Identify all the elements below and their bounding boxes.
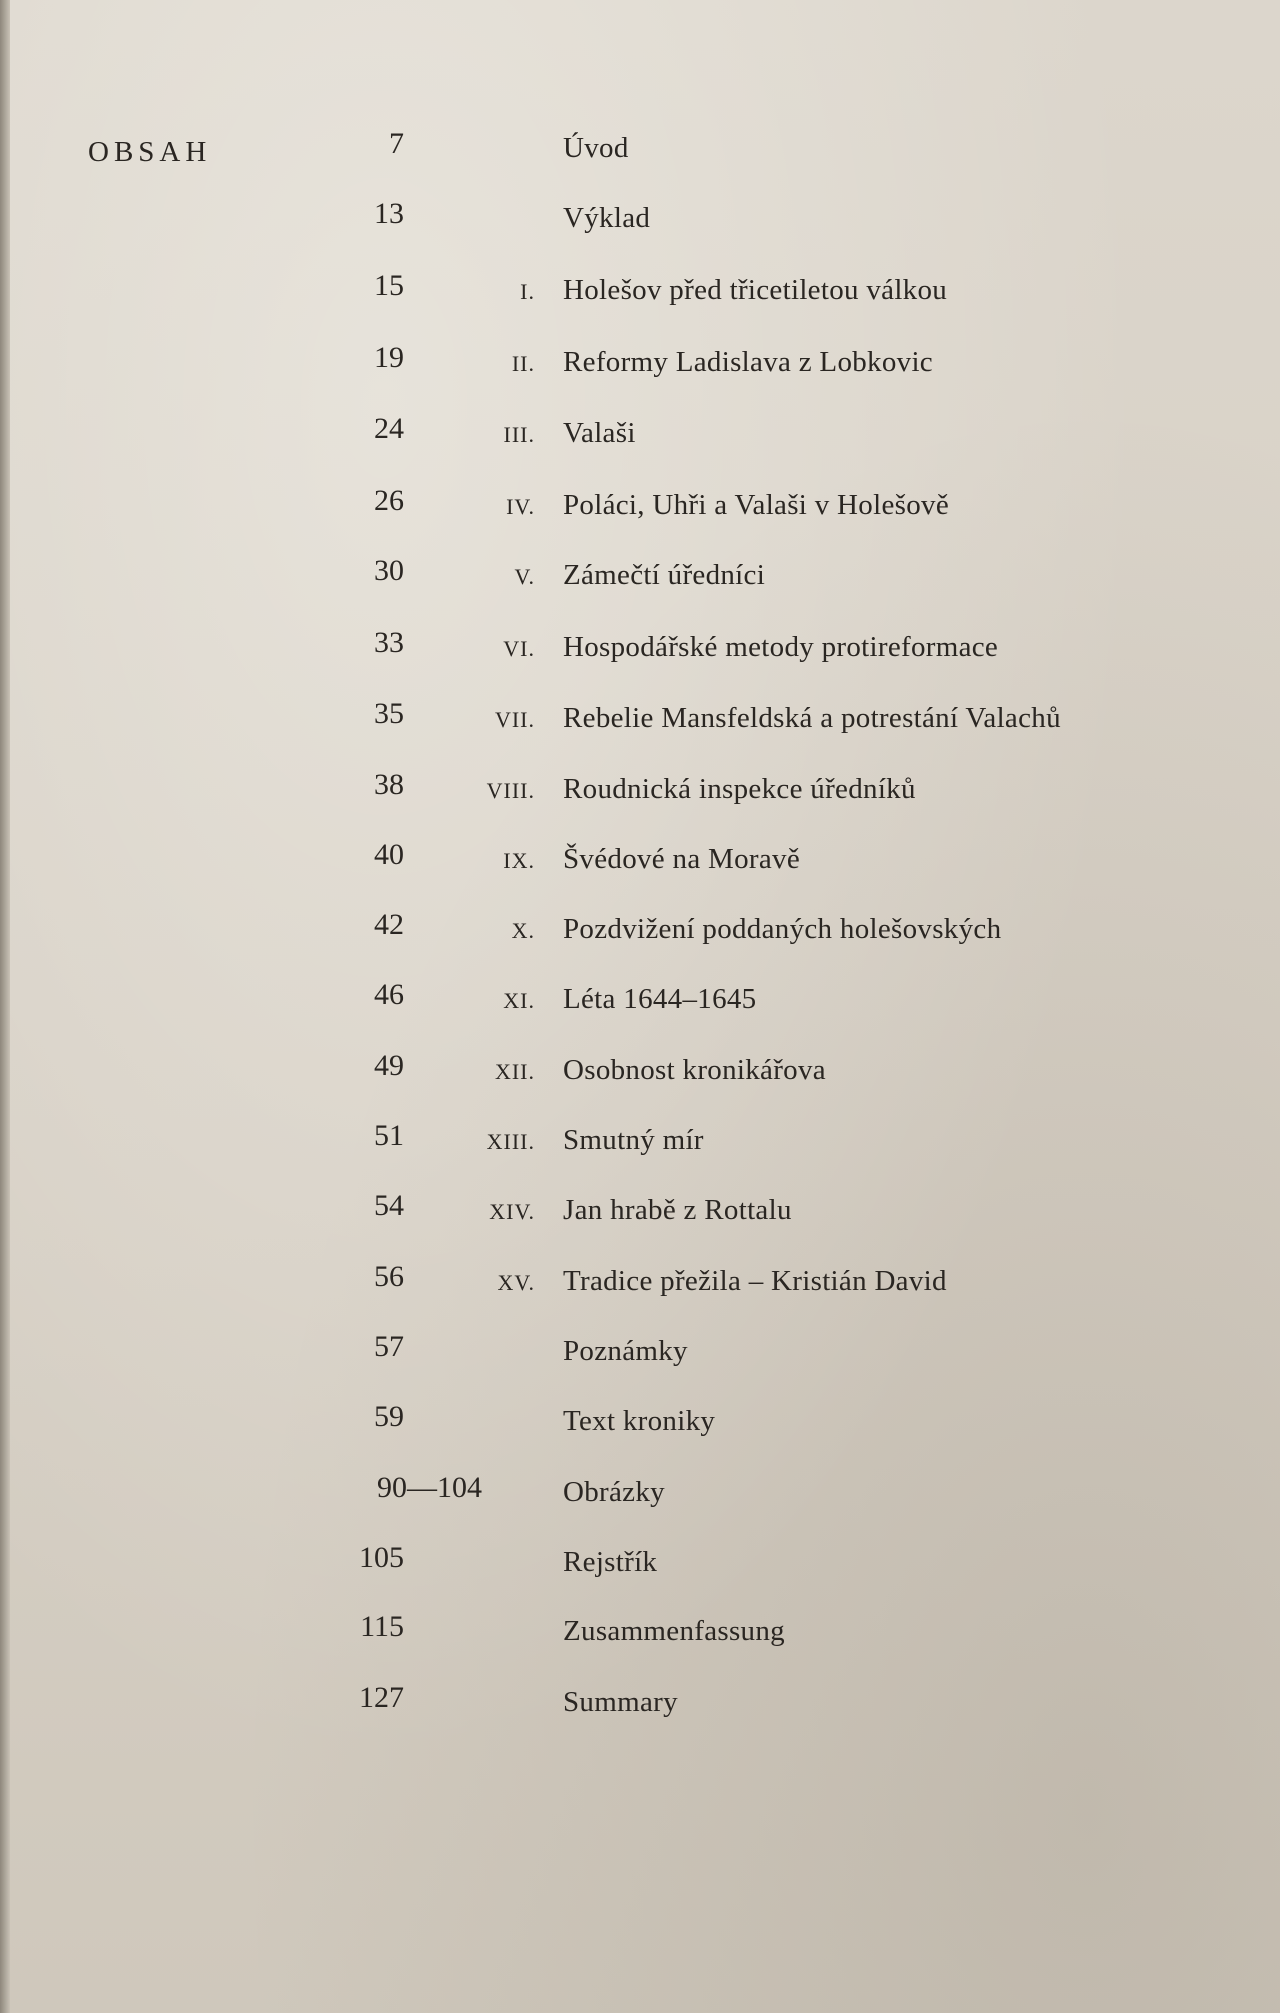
toc-chapter-title: Reformy Ladislava z Lobkovic [563,346,933,378]
toc-chapter-title: Pozdvižení poddaných holešovských [563,913,1002,945]
toc-chapter-title: Tradice přežila – Kristián David [563,1265,947,1297]
toc-entry [0,1607,1280,1657]
toc-chapter-numeral: VI. [503,636,535,661]
toc-page-number: 49 [374,1049,404,1082]
toc-page-number: 51 [374,1119,404,1152]
toc-chapter-title: Zusammenfassung [563,1615,785,1647]
toc-chapter-numeral: XV. [497,1270,535,1295]
toc-chapter-title: Poláci, Uhři a Valaši v Holešově [563,489,949,521]
toc-chapter-numeral: II. [511,351,535,376]
toc-entry [0,765,1280,815]
toc-entry [0,835,1280,885]
toc-chapter-title: Výklad [563,202,651,234]
contents-heading: OBSAH [88,136,212,168]
toc-chapter-numeral: VIII. [486,778,535,803]
toc-entry [0,1468,1280,1518]
toc-entry [0,1397,1280,1447]
toc-chapter-numeral: VII. [494,707,535,732]
toc-page-number: 33 [374,626,404,659]
toc-page-number: 24 [374,412,404,445]
toc-chapter-title: Valaši [563,417,636,449]
toc-page-number: 59 [374,1400,404,1433]
toc-entry [0,623,1280,673]
toc-page-number: 90—104 [377,1471,482,1504]
toc-entry [0,551,1280,601]
toc-chapter-numeral: X. [511,918,535,943]
toc-chapter-numeral: V. [514,564,535,589]
toc-chapter-title: Jan hrabě z Rottalu [563,1194,792,1226]
toc-page-number: 19 [374,341,404,374]
toc-entry [0,1327,1280,1377]
toc-chapter-title: Rebelie Mansfeldská a potrestání Valachů [563,702,1061,734]
toc-entry [0,266,1280,316]
toc-entry [0,1116,1280,1166]
toc-entry [0,481,1280,531]
toc-entry [0,1678,1280,1728]
toc-entry [0,338,1280,388]
toc-chapter-title: Zámečtí úředníci [563,559,766,591]
toc-page-number: 15 [374,269,404,302]
toc-entry [0,905,1280,955]
toc-chapter-title: Summary [563,1686,678,1718]
toc-entry [0,194,1280,244]
toc-chapter-title: Hospodářské metody protireformace [563,631,999,663]
toc-page-number: 57 [374,1330,404,1363]
toc-entry [0,1046,1280,1096]
toc-chapter-numeral: I. [520,279,535,304]
toc-chapter-numeral: III. [503,422,535,447]
toc-page-number: 13 [374,197,404,230]
toc-page-number: 46 [374,978,404,1011]
toc-chapter-title: Roudnická inspekce úředníků [563,773,916,805]
toc-chapter-title: Text kroniky [563,1405,716,1437]
toc-entry [0,1186,1280,1236]
toc-page-number: 26 [374,484,404,517]
toc-chapter-numeral: IX. [503,848,535,873]
toc-chapter-numeral: XIV. [489,1199,535,1224]
toc-entry [0,124,1280,174]
toc-page-number: 40 [374,838,404,871]
toc-chapter-title: Poznámky [563,1335,688,1367]
toc-chapter-title: Smutný mír [563,1124,704,1156]
toc-page-number: 38 [374,768,404,801]
toc-page-number: 42 [374,908,404,941]
toc-entry [0,1538,1280,1588]
toc-page-number: 7 [389,127,404,160]
toc-page-number: 127 [359,1681,404,1714]
toc-page-number: 105 [359,1541,404,1574]
toc-entry [0,975,1280,1025]
toc-entry [0,1257,1280,1307]
toc-entry [0,409,1280,459]
toc-chapter-title: Obrázky [563,1476,665,1508]
toc-chapter-numeral: XII. [494,1059,535,1084]
toc-chapter-numeral: IV. [506,494,535,519]
toc-page-number: 54 [374,1189,404,1222]
toc-chapter-title: Léta 1644–1645 [563,983,757,1015]
toc-chapter-title: Úvod [563,132,629,164]
toc-page-number: 30 [374,554,404,587]
toc-chapter-title: Holešov před třicetiletou válkou [563,274,948,306]
toc-page-number: 115 [360,1610,404,1643]
toc-chapter-title: Osobnost kronikářova [563,1054,826,1086]
toc-chapter-title: Rejstřík [563,1546,658,1578]
toc-chapter-title: Švédové na Moravě [563,843,801,875]
toc-chapter-numeral: XI. [503,988,535,1013]
toc-chapter-numeral: XIII. [486,1129,535,1154]
toc-entry [0,694,1280,744]
toc-page-number: 56 [374,1260,404,1293]
toc-page-number: 35 [374,697,404,730]
